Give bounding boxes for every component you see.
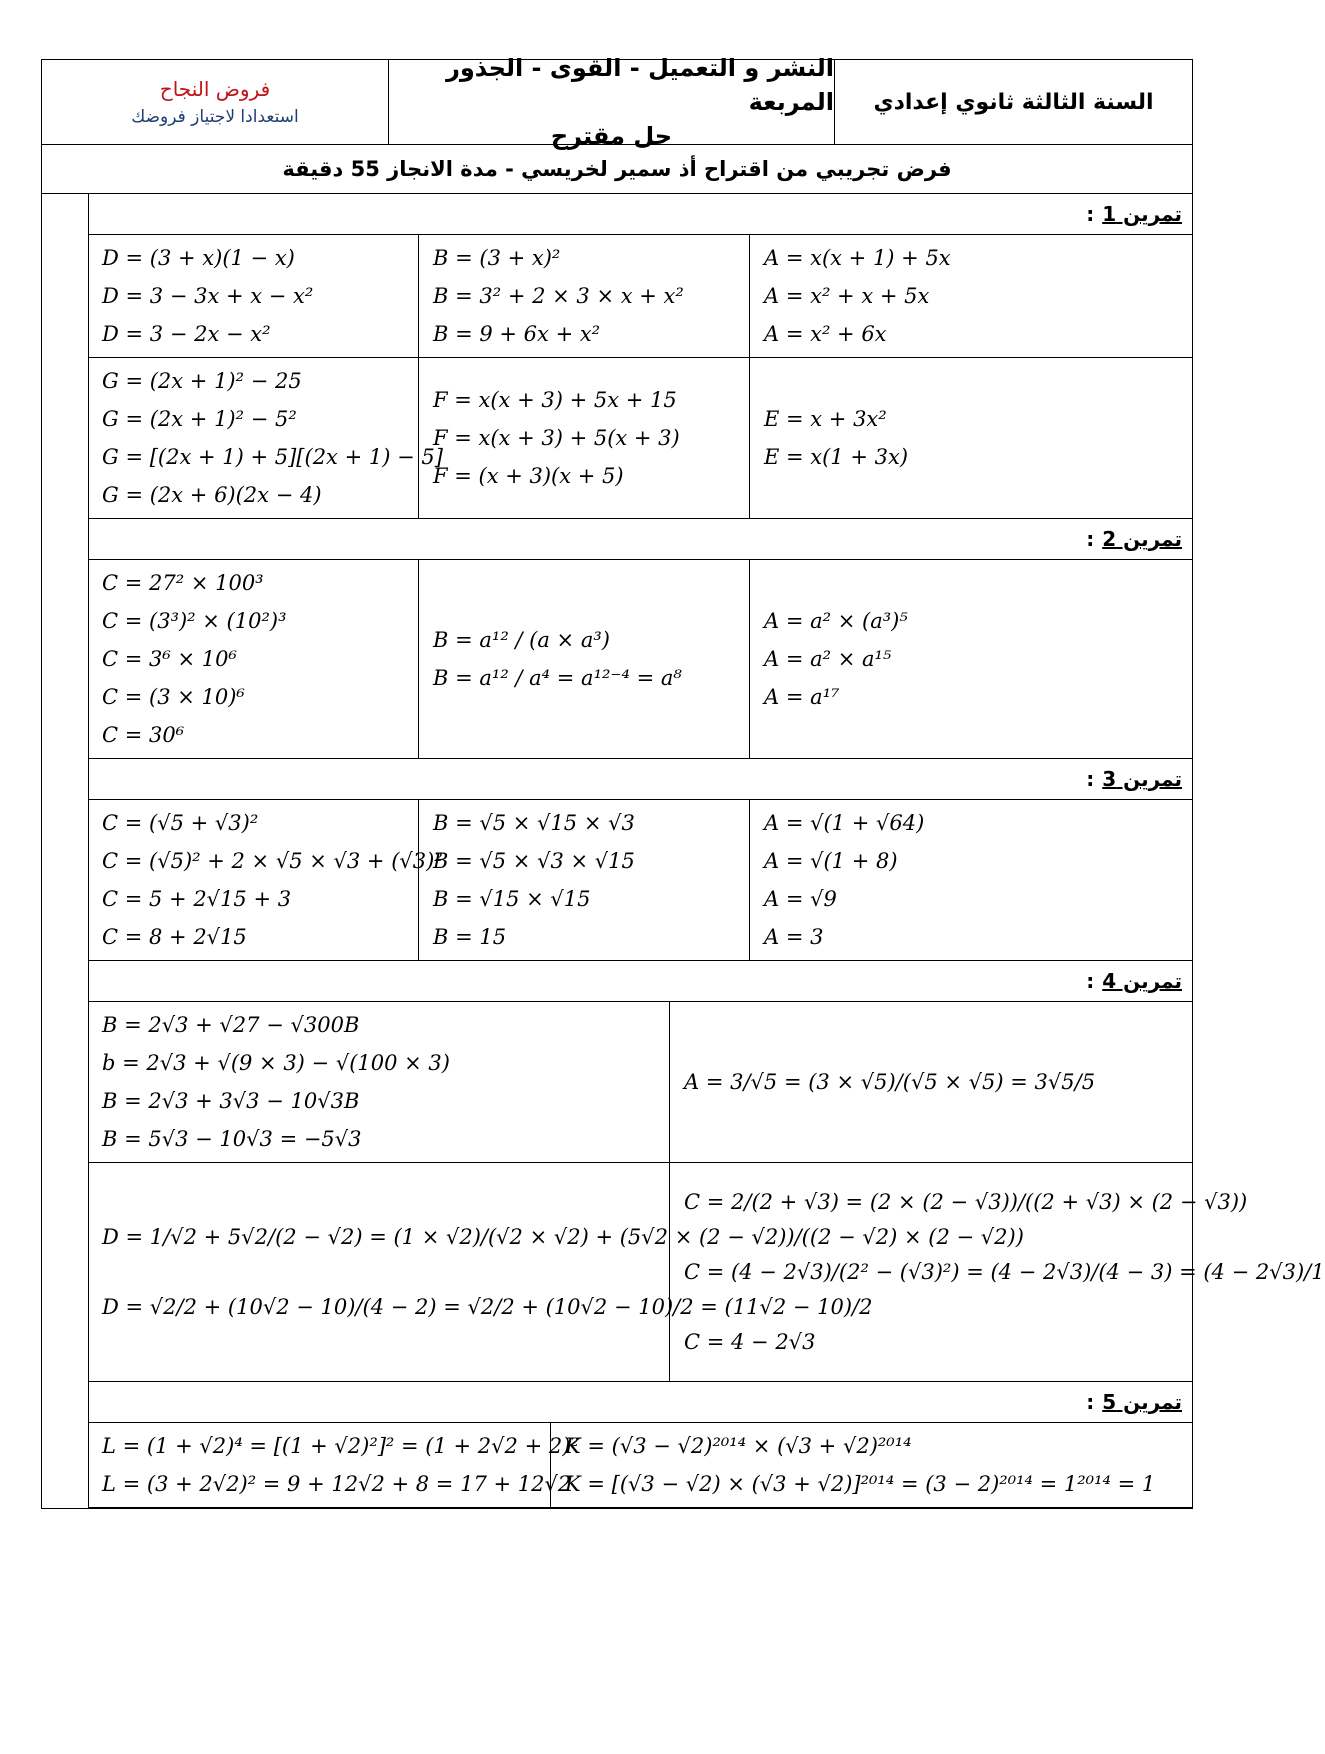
equation-line: F = (x + 3)(x + 5) — [433, 464, 624, 488]
equation-line: B = 9 + 6x + x² — [433, 322, 601, 346]
solution-cell — [669, 1002, 1096, 1162]
equation-line: D = (3 + x)(1 − x) — [102, 246, 295, 270]
colon: : — [1086, 527, 1095, 551]
equation-line: C = 4 − 2√3 — [684, 1330, 816, 1354]
solution-cell — [88, 1002, 669, 1162]
equation-line: A = √9 — [764, 887, 837, 911]
equation-line: A = √(1 + 8) — [764, 849, 898, 873]
solution-cell — [669, 1163, 1325, 1381]
equation-line: C = 2/(2 + √3) = (2 × (2 − √3))/((2 + √3) × (2 − √3)) — [684, 1190, 1248, 1214]
exercise-label: تمرين 3 — [1102, 767, 1182, 791]
equation-line: B = (3 + x)² — [433, 246, 561, 270]
exercises-container — [88, 194, 1325, 1508]
equation-line: C = 3⁶ × 10⁶ — [102, 647, 237, 671]
equation-line: L = (3 + 2√2)² = 9 + 12√2 + 8 = 17 + 12√2 — [102, 1472, 572, 1496]
equation-line: K = (√3 − √2)²⁰¹⁴ × (√3 + √2)²⁰¹⁴ — [565, 1434, 912, 1458]
exercise-label: تمرين 4 — [1102, 969, 1182, 993]
equation-line: C = (3³)² × (10²)³ — [102, 609, 287, 633]
solution-cell — [88, 560, 418, 758]
equation-line: F = x(x + 3) + 5x + 15 — [433, 388, 677, 412]
topic-title: النشر و التعميل - القوى - الجذور المربعة — [446, 54, 834, 116]
equation-line: b = 2√3 + √(9 × 3) − √(100 × 3) — [102, 1051, 450, 1075]
solution-cell — [418, 560, 749, 758]
exercise-title — [88, 759, 1192, 800]
equation-line: A = x² + x + 5x — [764, 284, 930, 308]
grade-label: السنة الثالثة ثانوي إعدادي — [873, 89, 1154, 115]
equation-line: B = a¹² / (a × a³) — [433, 628, 610, 652]
equation-line: A = 3/√5 = (3 × √5)/(√5 × √5) = 3√5/5 — [684, 1070, 1096, 1094]
exercise-title — [88, 519, 1192, 560]
equation-line: A = a² × (a³)⁵ — [764, 609, 908, 633]
solution-cell — [88, 1423, 579, 1507]
equation-line: G = (2x + 1)² − 5² — [102, 407, 297, 431]
equation-line: E = x(1 + 3x) — [764, 445, 909, 469]
exam-frame — [41, 54, 1325, 1509]
exercise-title — [88, 961, 1192, 1002]
equation-line: A = x² + 6x — [764, 322, 887, 346]
equation-line: D = 1/√2 + 5√2/(2 − √2) = (1 × √2)/(√2 × √2) + (5√2 × (2 − √2))/((2 − √2) × (2 − √2)) — [102, 1225, 1024, 1249]
equation-line: C = 8 + 2√15 — [102, 925, 247, 949]
margin-line — [88, 194, 89, 1508]
equation-line: L = (1 + √2)⁴ = [(1 + √2)²]² = (1 + 2√2 + 2)² — [102, 1434, 579, 1458]
exam-subtitle: فرض تجريبي من اقتراح أذ سمير لخريسي - مدة الانجاز 55 دقيقة — [42, 145, 1192, 194]
solution-cell — [418, 235, 749, 357]
exercise-title — [88, 1382, 1192, 1423]
equation-line: D = 3 − 3x + x − x² — [102, 284, 314, 308]
equation-line: A = 3 — [764, 925, 824, 949]
solution-row — [88, 1423, 1192, 1508]
equation-line: F = x(x + 3) + 5(x + 3) — [433, 426, 680, 450]
equation-line: C = (3 × 10)⁶ — [102, 685, 245, 709]
solution-cell — [749, 560, 1080, 758]
topic-subtitle: حل مقترح — [550, 122, 673, 150]
equation-line: C = 5 + 2√15 + 3 — [102, 887, 292, 911]
equation-line: B = a¹² / a⁴ = a¹²⁻⁴ = a⁸ — [433, 666, 682, 690]
solution-cell — [550, 1423, 1156, 1507]
solution-cell — [749, 358, 1080, 518]
equation-line: B = √15 × √15 — [433, 887, 591, 911]
equation-line: A = a¹⁷ — [764, 685, 840, 709]
equation-line: A = x(x + 1) + 5x — [764, 246, 951, 270]
solution-cell — [88, 800, 443, 960]
equation-line: B = 2√3 + √27 − √300B — [102, 1013, 360, 1037]
equation-line: A = √(1 + √64) — [764, 811, 925, 835]
solution-row — [88, 560, 1192, 759]
colon: : — [1086, 1390, 1095, 1414]
equation-line: D = √2/2 + (10√2 − 10)/(4 − 2) = √2/2 + (10√2 − 10)/2 = (11√2 − 10)/2 — [102, 1295, 873, 1319]
colon: : — [1086, 202, 1095, 226]
solution-cell — [749, 800, 1080, 960]
solution-row — [88, 358, 1192, 519]
equation-line: G = [(2x + 1) + 5][(2x + 1) − 5] — [102, 445, 443, 469]
brand-subtitle: استعدادا لاجتياز فروضك — [131, 107, 299, 127]
solution-cell — [749, 235, 1080, 357]
solution-cell — [88, 235, 418, 357]
equation-line: C = (√5 + √3)² — [102, 811, 259, 835]
equation-line: C = (4 − 2√3)/(2² − (√3)²) = (4 − 2√3)/(4 − 3) = (4 − 2√3)/1 — [684, 1260, 1325, 1284]
grade-block — [835, 60, 1192, 144]
header — [42, 54, 1192, 150]
solution-cell — [88, 358, 443, 518]
equation-line: B = 15 — [433, 925, 507, 949]
equation-line: C = 27² × 100³ — [102, 571, 264, 595]
solution-row — [88, 1002, 1192, 1163]
equation-line: G = (2x + 6)(2x − 4) — [102, 483, 322, 507]
brand-title: فروض النجاح — [159, 77, 271, 101]
exercise-title — [88, 194, 1192, 235]
equation-line: B = 2√3 + 3√3 − 10√3B — [102, 1089, 360, 1113]
solution-cell — [418, 800, 749, 960]
exercise-label: تمرين 5 — [1102, 1390, 1182, 1414]
equation-line: G = (2x + 1)² − 25 — [102, 369, 302, 393]
colon: : — [1086, 767, 1095, 791]
equation-line: D = 3 − 2x − x² — [102, 322, 271, 346]
equation-line: B = 5√3 − 10√3 = −5√3 — [102, 1127, 362, 1151]
equation-line: A = a² × a¹⁵ — [764, 647, 892, 671]
equation-line: B = √5 × √3 × √15 — [433, 849, 635, 873]
solution-row — [88, 1163, 1325, 1382]
exercise-label: تمرين 1 — [1102, 202, 1182, 226]
colon: : — [1086, 969, 1095, 993]
topic-block — [389, 54, 835, 150]
equation-line: B = 3² + 2 × 3 × x + x² — [433, 284, 684, 308]
equation-line: B = √5 × √15 × √3 — [433, 811, 635, 835]
exam-body — [42, 194, 1325, 1508]
equation-line: E = x + 3x² — [764, 407, 887, 431]
brand-block — [42, 60, 389, 144]
equation-line: K = [(√3 − √2) × (√3 + √2)]²⁰¹⁴ = (3 − 2)²⁰¹⁴ = 1²⁰¹⁴ = 1 — [565, 1472, 1156, 1496]
equation-line: C = (√5)² + 2 × √5 × √3 + (√3)² — [102, 849, 443, 873]
solution-row — [88, 235, 1192, 358]
solution-cell — [418, 358, 749, 518]
solution-row — [88, 800, 1192, 961]
exercise-label: تمرين 2 — [1102, 527, 1182, 551]
equation-line: C = 30⁶ — [102, 723, 185, 747]
